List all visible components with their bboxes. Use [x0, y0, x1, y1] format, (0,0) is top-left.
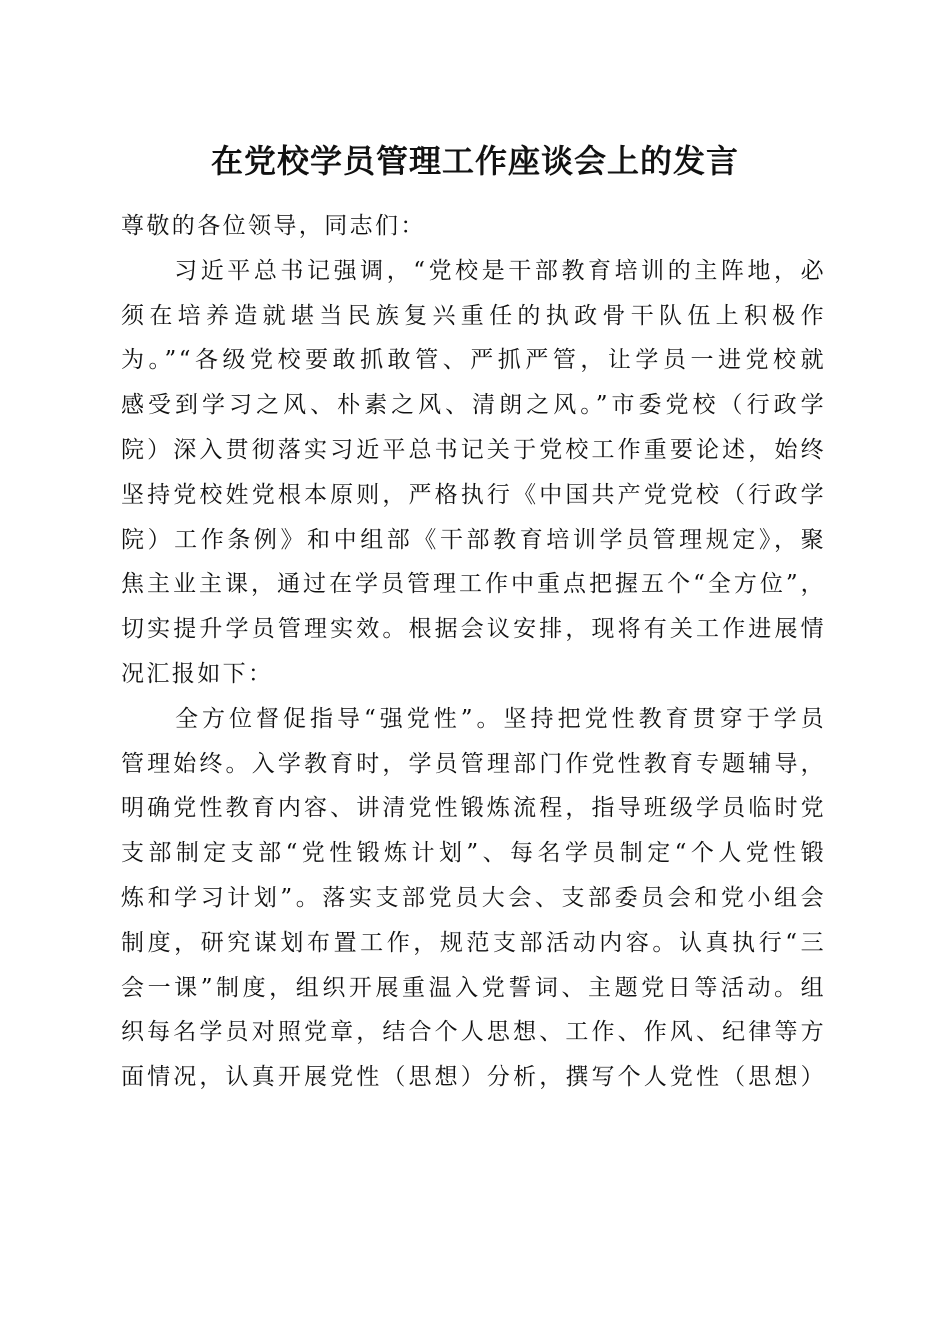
- document-body: [121, 204, 826, 1100]
- text-line: 况汇报如下：: [121, 660, 274, 687]
- text-line: 面情况，认真开展党性（思想）分析，撰写个人党性（思想）: [121, 1064, 826, 1091]
- text-line: 炼和学习计划”。落实支部党员大会、支部委员会和党小组会: [121, 884, 826, 911]
- text-line: 明确党性教育内容、讲清党性锻炼流程，指导班级学员临时党: [121, 795, 826, 822]
- text-line: 为。”“各级党校要敢抓敢管、严抓严管，让学员一进党校就: [121, 347, 826, 374]
- text-line: 管理始终。入学教育时，学员管理部门作党性教育专题辅导，: [121, 750, 826, 777]
- text-line: 坚持党校姓党根本原则，严格执行《中国共产党党校（行政学: [121, 481, 826, 508]
- text-line: 院）工作条例》和中组部《干部教育培训学员管理规定》，聚: [121, 526, 826, 553]
- text-line: 院）深入贯彻落实习近平总书记关于党校工作重要论述，始终: [121, 436, 826, 463]
- text-line: 制度，研究谋划布置工作，规范支部活动内容。认真执行“三: [121, 929, 826, 956]
- paragraph-2: [121, 697, 826, 1100]
- text-line: 织每名学员对照党章，结合个人思想、工作、作风、纪律等方: [121, 1019, 826, 1046]
- text-line: 会一课”制度，组织开展重温入党誓词、主题党日等活动。组: [121, 974, 826, 1001]
- text-line: 习近平总书记强调，“党校是干部教育培训的主阵地，必: [121, 257, 826, 284]
- text-line: 全方位督促指导“强党性”。坚持把党性教育贯穿于学员: [121, 705, 826, 732]
- text-line: 须在培养造就堪当民族复兴重任的执政骨干队伍上积极作: [121, 302, 826, 329]
- text-line: 感受到学习之风、朴素之风、清朗之风。”市委党校（行政学: [121, 392, 826, 419]
- text-line: 焦主业主课，通过在学员管理工作中重点把握五个“全方位”，: [121, 571, 826, 598]
- text-line: 支部制定支部“党性锻炼计划”、每名学员制定“个人党性锻: [121, 840, 826, 867]
- salutation: 尊敬的各位领导，同志们：: [121, 213, 426, 239]
- paragraph-1: [121, 249, 826, 697]
- document-title: 在党校学员管理工作座谈会上的发言: [210, 142, 739, 180]
- text-line: 切实提升学员管理实效。根据会议安排，现将有关工作进展情: [121, 616, 826, 643]
